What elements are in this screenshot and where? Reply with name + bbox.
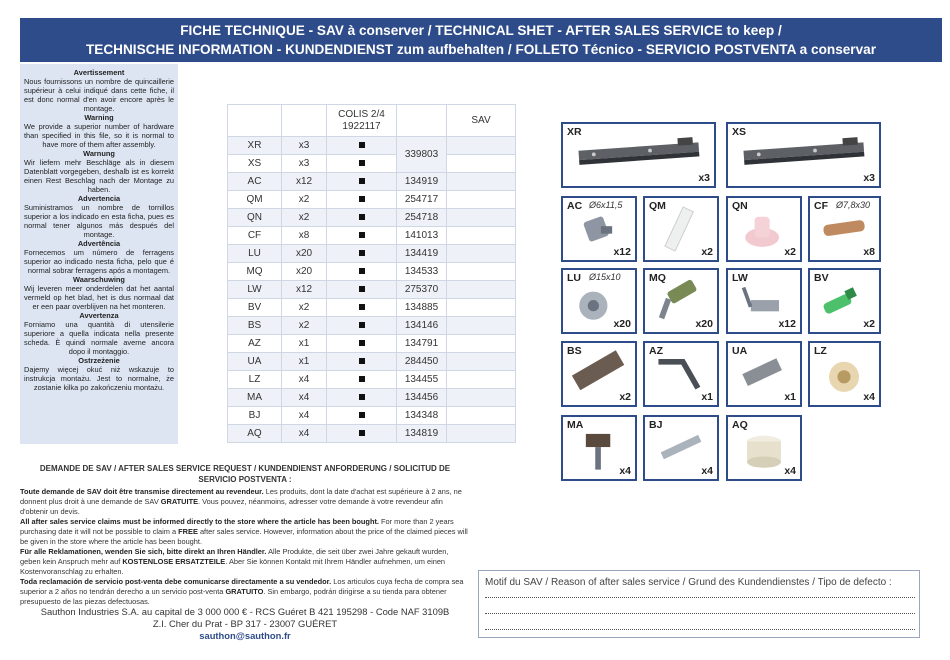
table-row: [228, 281, 516, 299]
included-mark: [359, 232, 365, 238]
row-qty: x4: [282, 425, 327, 443]
tile-qty: x2: [701, 246, 713, 258]
row-sav-ref: 134791: [397, 335, 447, 353]
row-code: XS: [228, 155, 282, 173]
row-code: AZ: [228, 335, 282, 353]
row-sav-blank: [447, 191, 516, 209]
tile-qty: x20: [613, 318, 631, 330]
company-email[interactable]: sauthon@sauthon.fr: [199, 630, 291, 641]
hardware-tile: [643, 341, 719, 407]
header-line-1: FICHE TECHNIQUE - SAV à conserver / TECHNICAL SHET - AFTER SALES SERVICE to keep /: [180, 23, 782, 38]
company-info: [20, 606, 470, 642]
table-header-sav: SAV: [447, 105, 516, 137]
tile-code: LU: [567, 272, 581, 284]
row-sav-ref: 275370: [397, 281, 447, 299]
row-code: MA: [228, 389, 282, 407]
row-colis-mark: [327, 425, 397, 443]
row-qty: x1: [282, 335, 327, 353]
table-row: [228, 335, 516, 353]
tile-qty: x20: [695, 318, 713, 330]
row-qty: x3: [282, 155, 327, 173]
company-line-1: Sauthon Industries S.A. au capital de 3 000 000 € - RCS Guéret B 421 195298 - Code NAF 3109B: [40, 606, 450, 617]
row-sav-ref: 134819: [397, 425, 447, 443]
parts-table: [227, 104, 516, 443]
tile-code: BS: [567, 345, 582, 357]
motif-box: [478, 570, 920, 638]
hardware-tile: [643, 196, 719, 262]
tile-code: MA: [567, 419, 584, 431]
tile-code: BV: [814, 272, 829, 284]
table-header-blank: [397, 105, 447, 137]
hardware-tile: [726, 268, 802, 334]
warning-title: Warning: [84, 113, 114, 122]
tile-code: XS: [732, 126, 747, 138]
row-qty: x4: [282, 371, 327, 389]
tile-qty: x12: [778, 318, 796, 330]
row-colis-mark: [327, 227, 397, 245]
row-colis-mark: [327, 209, 397, 227]
tile-dimension: Ø6x11,5: [589, 200, 623, 210]
tile-qty: x4: [863, 391, 875, 403]
row-sav-ref: 134455: [397, 371, 447, 389]
row-qty: x2: [282, 299, 327, 317]
row-code: CF: [228, 227, 282, 245]
table-header-blank: [228, 105, 282, 137]
warnings-box: [20, 64, 178, 444]
hardware-tile: [808, 268, 881, 334]
row-sav-blank: [447, 209, 516, 227]
warning-title: Ostrzeżenie: [78, 356, 120, 365]
colis-ref: 1922117: [342, 120, 381, 132]
row-sav-ref: 134456: [397, 389, 447, 407]
row-qty: x2: [282, 191, 327, 209]
tile-qty: x1: [701, 391, 713, 403]
warning-text: We provide a superior number of hardware than specified in this file, so it is normal to have more of them after assembly.: [24, 122, 174, 149]
row-code: MQ: [228, 263, 282, 281]
row-sav-ref: 141013: [397, 227, 447, 245]
tile-code: AC: [567, 200, 583, 212]
row-qty: x3: [282, 137, 327, 155]
row-sav-ref: 134146: [397, 317, 447, 335]
row-code: QN: [228, 209, 282, 227]
sav-en: All after sales service claims must be informed directly to the store where the article has been bought. For more than 2 years purchasing date it will not be possible to claim a FREE after sales service. However, information about the price of the claimed pieces will be given in the store where the article has been bought.: [20, 517, 468, 546]
sav-fr: Toute demande de SAV doit être transmise directement au revendeur. Les produits, dont la date d'achat est supérieure à 2 ans, ne donnent plus droit à une demande de SAV GRATUITE. Vous pouvez, néanmoins, adresser votre demande à votre revendeur afin d'obtenir un devis.: [20, 487, 462, 516]
row-colis-mark: [327, 173, 397, 191]
included-mark: [359, 160, 365, 166]
row-qty: x12: [282, 173, 327, 191]
hardware-illustration: [563, 124, 714, 186]
row-colis-mark: [327, 317, 397, 335]
tile-qty: x4: [701, 465, 713, 477]
hardware-tile: [561, 196, 637, 262]
hardware-tile: [808, 196, 881, 262]
row-sav-ref: 134419: [397, 245, 447, 263]
row-colis-mark: [327, 137, 397, 155]
sav-de: Für alle Reklamationen, wenden Sie sich, bitte direkt an Ihren Händler. Alle Produkte, die seit über zwei Jahre gekauft wurden, geben kein Anspruch mehr auf KOSTENLOSE ERSATZTEILE. Aber Sie können Kontakt mit Ihrem Händler aufnehmen, um einen Kostenvoranschlag zu erhalten.: [20, 547, 449, 576]
row-colis-mark: [327, 281, 397, 299]
row-colis-mark: [327, 407, 397, 425]
sav-request-title: DEMANDE DE SAV / AFTER SALES SERVICE REQUEST / KUNDENDIENST ANFORDERUNG / SOLICITUD DE SERVICIO POSTVENTA :: [39, 464, 451, 484]
row-sav-blank: [447, 389, 516, 407]
table-header-colis: [327, 105, 397, 137]
row-sav-blank: [447, 263, 516, 281]
header-banner: [20, 18, 942, 62]
row-code: AC: [228, 173, 282, 191]
tile-qty: x3: [863, 172, 875, 184]
row-code: BJ: [228, 407, 282, 425]
tile-code: BJ: [649, 419, 663, 431]
table-row: [228, 371, 516, 389]
warning-title: Avertissement: [73, 68, 125, 77]
row-colis-mark: [327, 155, 397, 173]
warning-text: Dajemy więcej okuć niż wskazuje to instrukcja montażu. Jest to normalne, że zostanie kilka po zakończeniu montażu.: [24, 365, 174, 392]
row-code: LZ: [228, 371, 282, 389]
hardware-tile: [561, 341, 637, 407]
row-qty: x8: [282, 227, 327, 245]
hardware-tile: [643, 268, 719, 334]
row-code: LU: [228, 245, 282, 263]
hardware-tile: [561, 122, 716, 188]
tile-code: LZ: [814, 345, 827, 357]
warning-title: Waarschuwing: [73, 275, 125, 284]
row-colis-mark: [327, 335, 397, 353]
warning-text: Wij leveren meer onderdelen dat het aantal vermeld op het blad, het is dus normaal dat er een paar overblijven na het monteren.: [24, 284, 174, 311]
included-mark: [359, 250, 365, 256]
warning-text: Nous fournissons un nombre de quincaillerie supérieur à celui indiqué dans cette fiche, il est donc normal d'en avoir encore après le montage.: [24, 77, 174, 113]
sav-es: Toda reclamación de servicio post-venta debe comunicarse directamente a su vendedor. Los articulos cuya fecha de compra sea superior a 2 años no tendrán derecho a un servicio post-venta GRATUITO. Sin embargo, podrán dirigirse a su tienda para obtener presupuesto de las piezas defectuosas.: [20, 577, 464, 606]
table-row: [228, 191, 516, 209]
included-mark: [359, 358, 365, 364]
row-code: UA: [228, 353, 282, 371]
warning-title: Advertência: [77, 239, 121, 248]
table-row: [228, 245, 516, 263]
warning-title: Avvertenza: [79, 311, 119, 320]
tile-dimension: Ø15x10: [589, 272, 621, 282]
table-row: [228, 137, 516, 155]
table-row: [228, 353, 516, 371]
tile-code: QM: [649, 200, 666, 212]
warning-title: Advertencia: [77, 194, 121, 203]
tile-qty: x2: [784, 246, 796, 258]
hardware-tile: [643, 415, 719, 481]
included-mark: [359, 430, 365, 436]
hardware-tile: [726, 341, 802, 407]
hardware-tile: [726, 196, 802, 262]
tile-code: CF: [814, 200, 828, 212]
table-row: [228, 389, 516, 407]
row-qty: x2: [282, 209, 327, 227]
motif-line-3[interactable]: [485, 629, 915, 630]
row-sav-ref: 284450: [397, 353, 447, 371]
tile-qty: x4: [784, 465, 796, 477]
included-mark: [359, 178, 365, 184]
hardware-tile: [726, 122, 881, 188]
warning-title: Warnung: [83, 149, 115, 158]
sav-request-section: [20, 463, 470, 607]
row-colis-mark: [327, 389, 397, 407]
row-sav-blank: [447, 173, 516, 191]
tile-code: UA: [732, 345, 748, 357]
row-sav-blank: [447, 425, 516, 443]
tile-dimension: Ø7,8x30: [836, 200, 871, 210]
row-code: AQ: [228, 425, 282, 443]
included-mark: [359, 412, 365, 418]
row-sav-blank: [447, 137, 516, 155]
company-line-2: Z.I. Cher du Prat - BP 317 - 23007 GUÉRET: [152, 618, 338, 629]
row-colis-mark: [327, 299, 397, 317]
included-mark: [359, 142, 365, 148]
table-row: [228, 209, 516, 227]
included-mark: [359, 322, 365, 328]
row-sav-ref: 134533: [397, 263, 447, 281]
row-colis-mark: [327, 245, 397, 263]
hardware-tile: [808, 341, 881, 407]
table-row: [228, 299, 516, 317]
row-sav-blank: [447, 317, 516, 335]
tile-code: AQ: [732, 419, 748, 431]
row-qty: x1: [282, 353, 327, 371]
tile-qty: x8: [863, 246, 875, 258]
tile-qty: x12: [613, 246, 631, 258]
row-sav-ref: 339803: [397, 137, 447, 173]
row-sav-blank: [447, 227, 516, 245]
row-colis-mark: [327, 371, 397, 389]
hardware-tile: [726, 415, 802, 481]
row-sav-blank: [447, 353, 516, 371]
row-colis-mark: [327, 191, 397, 209]
table-header-blank: [282, 105, 327, 137]
table-row: [228, 425, 516, 443]
table-row: [228, 317, 516, 335]
hardware-tile: [561, 268, 637, 334]
tile-code: AZ: [649, 345, 663, 357]
included-mark: [359, 394, 365, 400]
included-mark: [359, 286, 365, 292]
tile-qty: x1: [784, 391, 796, 403]
tile-code: LW: [732, 272, 748, 284]
tile-qty: x4: [619, 465, 631, 477]
row-qty: x20: [282, 245, 327, 263]
included-mark: [359, 214, 365, 220]
table-row: [228, 227, 516, 245]
included-mark: [359, 340, 365, 346]
tile-qty: x2: [619, 391, 631, 403]
row-qty: x20: [282, 263, 327, 281]
tile-code: QN: [732, 200, 748, 212]
row-sav-ref: 134348: [397, 407, 447, 425]
hardware-illustration: [728, 124, 879, 186]
row-qty: x4: [282, 389, 327, 407]
motif-label: Motif du SAV / Reason of after sales service / Grund des Kundendienstes / Tipo de defecto :: [485, 577, 892, 588]
hardware-tile: [561, 415, 637, 481]
row-qty: x2: [282, 317, 327, 335]
included-mark: [359, 304, 365, 310]
row-sav-blank: [447, 299, 516, 317]
row-qty: x12: [282, 281, 327, 299]
warning-text: Forniamo una quantità di utensilerie superiore a quella indicata nella presente scheda. È quindi normale averne ancora dopo il montaggio.: [24, 320, 174, 356]
row-sav-ref: 134885: [397, 299, 447, 317]
row-sav-blank: [447, 155, 516, 173]
included-mark: [359, 376, 365, 382]
table-row: [228, 173, 516, 191]
table-row: [228, 155, 516, 173]
row-colis-mark: [327, 263, 397, 281]
row-sav-blank: [447, 371, 516, 389]
row-sav-ref: 254717: [397, 191, 447, 209]
tile-qty: x3: [698, 172, 710, 184]
tile-code: XR: [567, 126, 582, 138]
included-mark: [359, 196, 365, 202]
warning-text: Wir liefern mehr Beschläge als in diesem Datenblatt vorgegeben, deshalb ist es korrekt einen Rest Beschlag nach der Montage zu haben.: [24, 158, 174, 194]
row-sav-blank: [447, 335, 516, 353]
row-code: XR: [228, 137, 282, 155]
tile-qty: x2: [863, 318, 875, 330]
motif-line-1[interactable]: [485, 597, 915, 598]
row-sav-blank: [447, 281, 516, 299]
included-mark: [359, 268, 365, 274]
row-code: BV: [228, 299, 282, 317]
row-code: BS: [228, 317, 282, 335]
table-row: [228, 407, 516, 425]
warning-text: Suministramos un nombre de tornillos superior a los indicado en esta ficha, pues es normal tener algunos más después del montage.: [24, 203, 174, 239]
row-sav-ref: 134919: [397, 173, 447, 191]
row-code: QM: [228, 191, 282, 209]
row-qty: x4: [282, 407, 327, 425]
table-row: [228, 263, 516, 281]
row-sav-blank: [447, 407, 516, 425]
colis-label: COLIS 2/4: [338, 108, 385, 120]
row-sav-ref: 254718: [397, 209, 447, 227]
motif-line-2[interactable]: [485, 613, 915, 614]
row-sav-blank: [447, 245, 516, 263]
row-colis-mark: [327, 353, 397, 371]
row-code: LW: [228, 281, 282, 299]
tile-code: MQ: [649, 272, 666, 284]
warning-text: Fornecemos um número de ferragens superior ao indicado nesta ficha, pelo que é normal sobrar ferragens após a montagem.: [24, 248, 174, 275]
header-line-2: TECHNISCHE INFORMATION - KUNDENDIENST zum aufbehalten / FOLLETO Técnico - SERVICIO POSTVENTA a conservar: [85, 42, 877, 57]
